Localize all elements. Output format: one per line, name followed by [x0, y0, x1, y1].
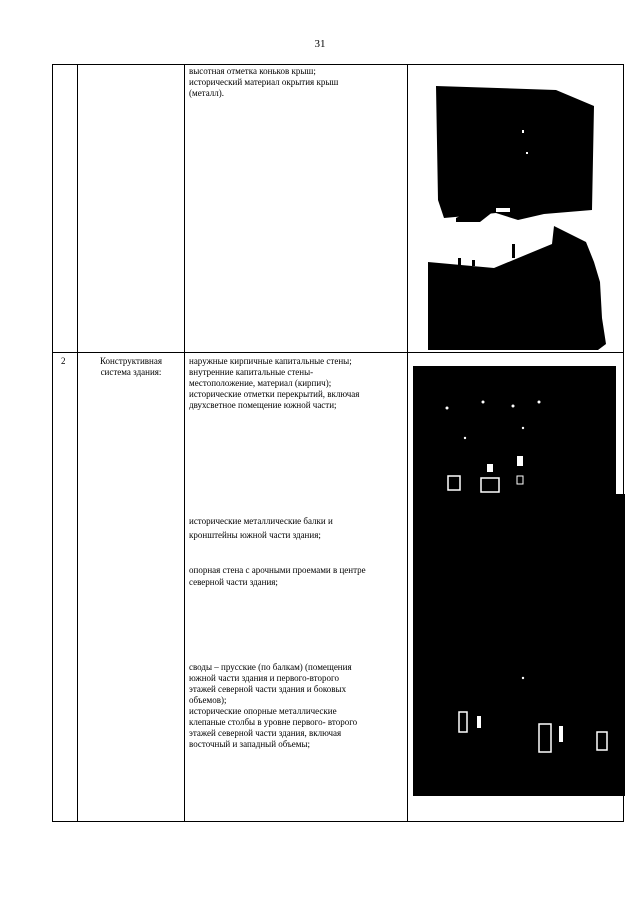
table-border-top — [52, 64, 624, 65]
description-line: исторические отметки перекрытий, включая — [189, 389, 360, 399]
description-line: северной части здания; — [189, 577, 278, 587]
vaults-description — [189, 662, 403, 750]
description-line: исторические металлические балки и — [189, 516, 333, 526]
beams-description — [189, 514, 403, 542]
column-divider — [184, 64, 185, 822]
description-line: кронштейны южной части здания; — [189, 530, 321, 540]
description-line: высотная отметка коньков крыш; — [189, 66, 316, 76]
roof-photo-bottom — [424, 222, 606, 350]
description-line: восточный и западный объемы; — [189, 739, 311, 749]
table-border-left — [52, 64, 53, 822]
row-divider — [52, 352, 624, 353]
description-line: этажей северной части здания, включая — [189, 728, 342, 738]
roof-photo-top — [436, 80, 594, 222]
description-line: (металл). — [189, 88, 225, 98]
page-number: 31 — [314, 38, 326, 50]
name-line: система здания: — [100, 367, 162, 377]
name-line: Конструктивная — [100, 356, 162, 366]
row2-number: 2 — [61, 356, 66, 366]
walls-description — [189, 356, 403, 411]
interior-photo — [413, 366, 625, 796]
row1-description — [189, 66, 401, 99]
description-line: южной части здания и первого-второго — [189, 673, 339, 683]
description-line: внутренние капитальные стены- — [189, 367, 314, 377]
table-border-bottom — [52, 821, 624, 822]
description-line: клепаные столбы в уровне первого- второго — [189, 717, 358, 727]
column-divider — [77, 64, 78, 822]
column-divider — [407, 64, 408, 822]
description-line: своды – прусские (по балкам) (помещения — [189, 662, 352, 672]
description-line: опорная стена с арочными проемами в центре — [189, 565, 366, 575]
support-wall-description — [189, 564, 403, 588]
description-line: исторические опорные металлические — [189, 706, 337, 716]
description-line: двухсветное помещение южной части; — [189, 400, 337, 410]
row2-element-name — [78, 356, 184, 378]
description-line: местоположение, материал (кирпич); — [189, 378, 332, 388]
description-line: этажей северной части здания и боковых — [189, 684, 347, 694]
description-line: наружные кирпичные капитальные стены; — [189, 356, 352, 366]
heritage-table — [52, 64, 624, 822]
description-line: исторический материал окрытия крыш — [189, 77, 339, 87]
description-line: объемов); — [189, 695, 227, 705]
